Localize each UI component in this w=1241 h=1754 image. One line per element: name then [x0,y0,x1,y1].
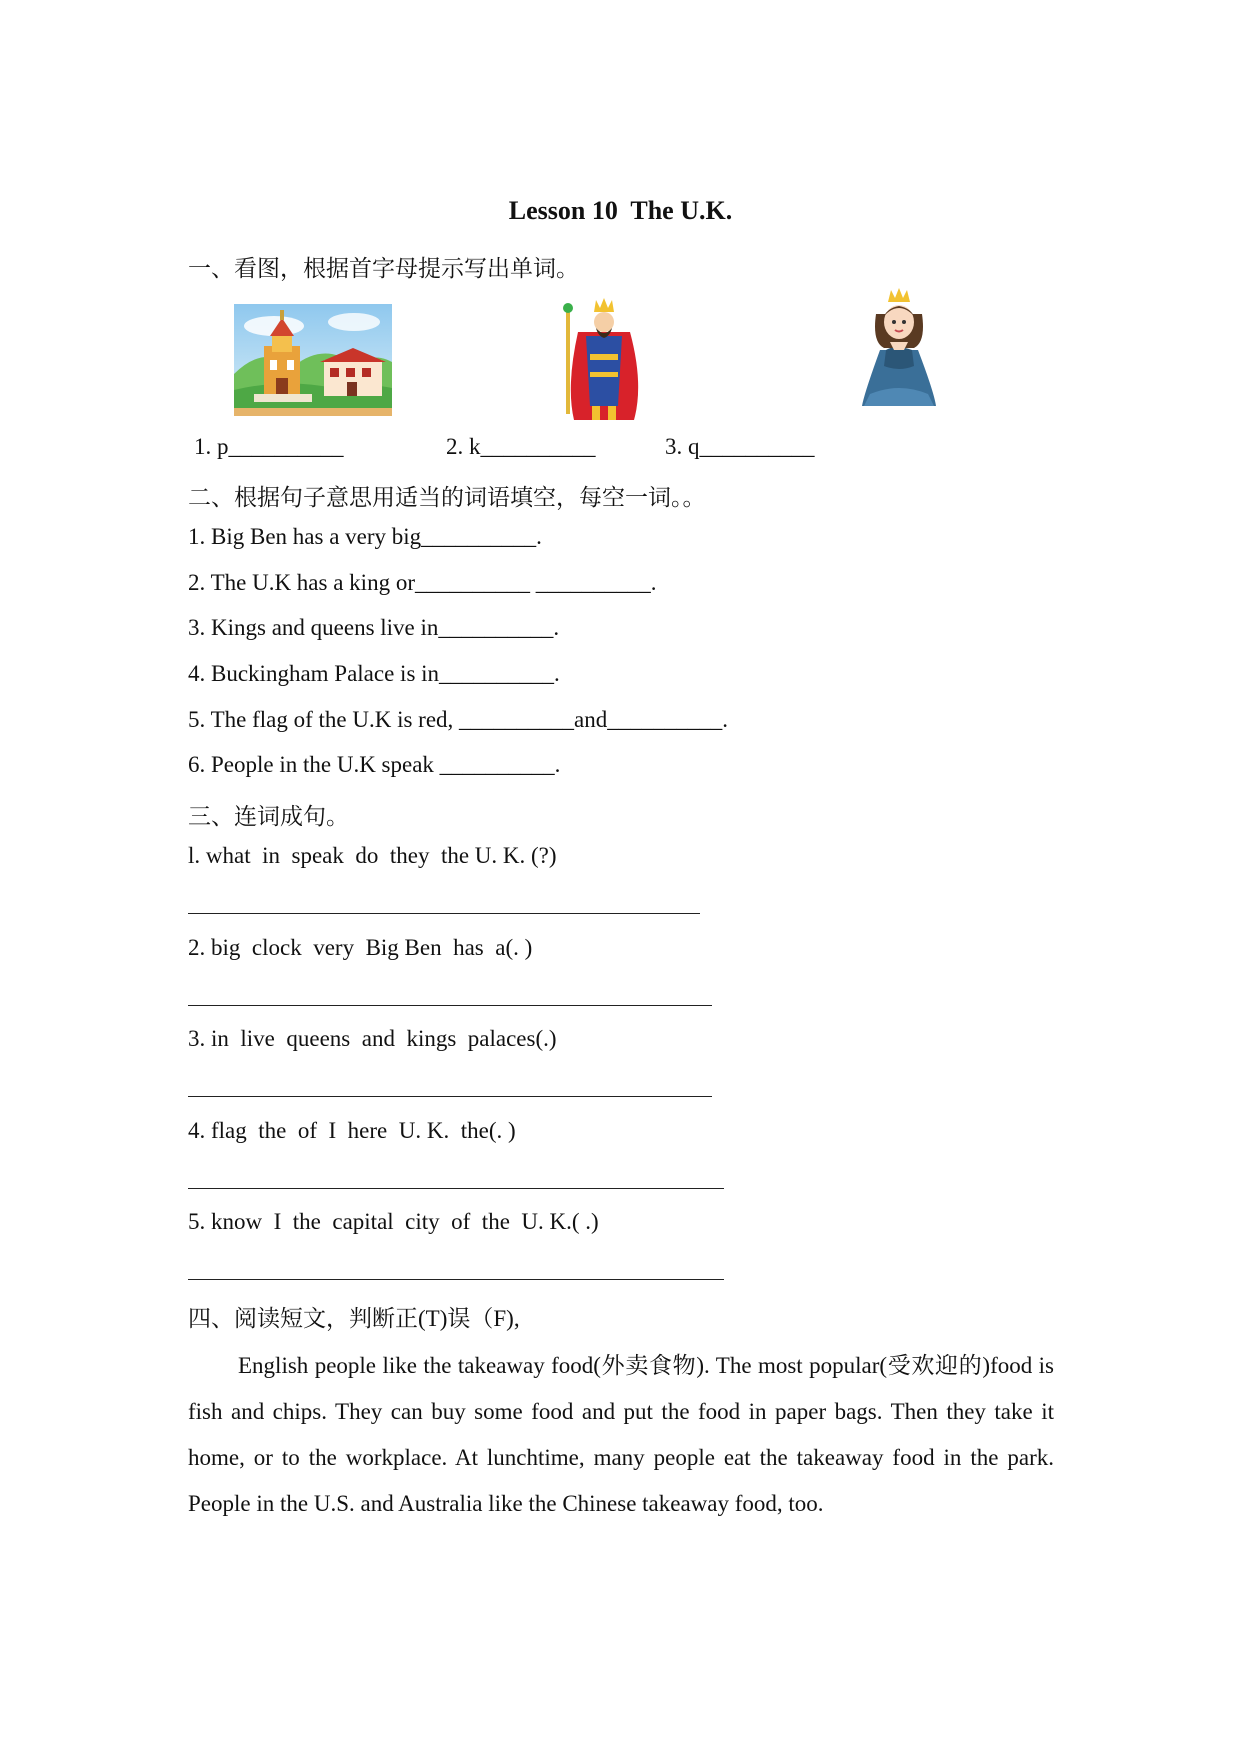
answer-3: 3. q__________ [665,434,815,459]
answer-line-4 [188,1188,724,1189]
fill-item-5: 5. The flag of the U.K is red, __________and__________. [188,707,728,732]
section-4-heading: 四、阅读短文，判断正(T)误（F), [188,1306,520,1331]
reorder-item-1: l. what in speak do they the U. K. (?) [188,843,557,868]
queen-picture [856,284,942,412]
answer-line-1 [188,913,700,914]
fill-item-1: 1. Big Ben has a very big__________. [188,524,542,549]
reorder-item-5: 5. know I the capital city of the U. K.( .) [188,1209,599,1234]
answer-2: 2. k__________ [446,434,596,459]
fill-item-2: 2. The U.K has a king or__________ __________. [188,570,657,595]
answer-line-5 [188,1279,724,1280]
fill-item-4: 4. Buckingham Palace is in__________. [188,661,560,686]
answer-1: 1. p__________ [194,434,344,459]
page-title: Lesson 10 The U.K. [508,196,733,225]
reorder-item-4: 4. flag the of I here U. K. the(. ) [188,1118,516,1143]
reading-passage-text: English people like the takeaway food(外卖食物). The most popular(受欢迎的)food is fish and chips. They can buy some food and put the food in paper bags. Then they take it home, or to the workplace. At lunchtime, many people eat the takeaway food in the park. People in the U.S. and Australia like the Chinese takeaway food, too. [188,1353,1054,1516]
reading-passage [188,1343,1054,1527]
answer-line-3 [188,1096,712,1097]
king-picture [556,296,652,426]
fill-item-6: 6. People in the U.K speak __________. [188,752,561,777]
palace-picture [234,304,392,416]
section-1-heading: 一、看图，根据首字母提示写出单词。 [188,256,579,281]
answer-line-2 [188,1005,712,1006]
section-3-heading: 三、连词成句。 [188,804,349,829]
section-2-heading: 二、根据句子意思用适当的词语填空，每空一词。。 [188,485,706,510]
fill-item-3: 3. Kings and queens live in__________. [188,615,560,640]
reorder-item-2: 2. big clock very Big Ben has a(. ) [188,935,533,960]
reorder-item-3: 3. in live queens and kings palaces(.) [188,1026,557,1051]
